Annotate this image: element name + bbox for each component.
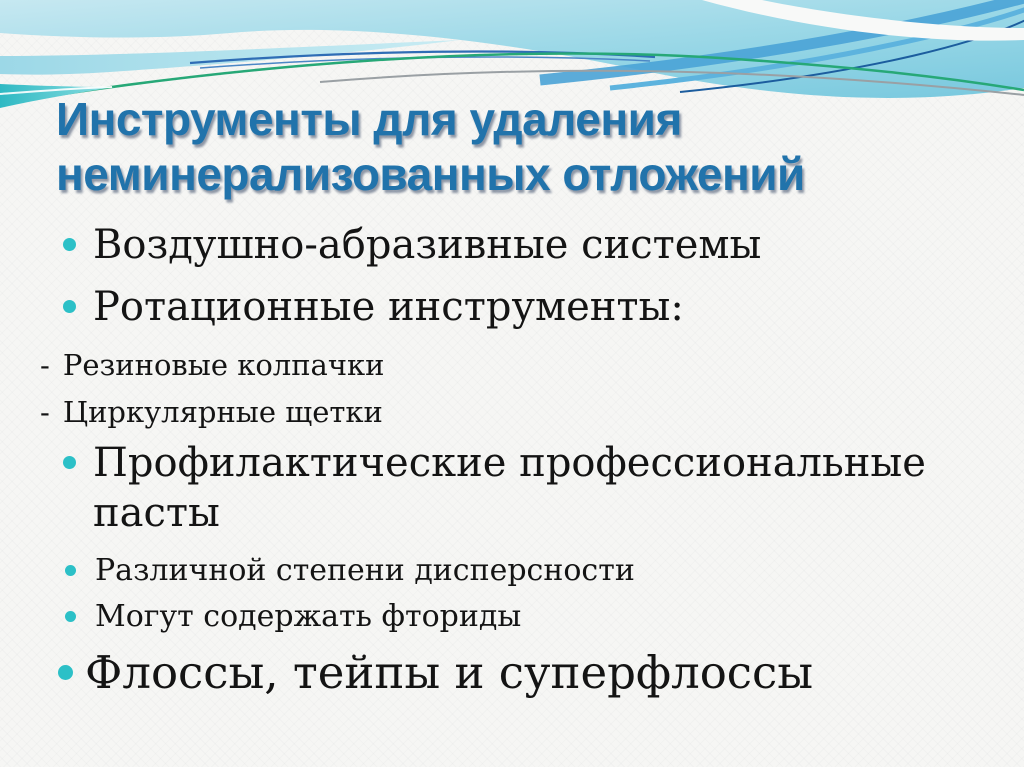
list-item-text: Ротационные инструменты: — [93, 284, 684, 330]
dash-marker: - — [40, 348, 50, 382]
list-item-text-line-1: Профилактические профессиональные — [93, 440, 926, 486]
slide-title-line-2: неминерализованных отложений — [56, 148, 805, 200]
slide-title-line-1: Инструменты для удаления — [56, 93, 682, 145]
bullet-dot-icon — [63, 238, 76, 251]
list-item — [40, 644, 984, 702]
wave-under-tail — [0, 40, 460, 75]
list-item-text: Могут содержать фториды — [95, 599, 522, 634]
bullet-dot-icon — [63, 456, 76, 469]
slide-title — [56, 92, 996, 202]
list-item-text: Резиновые колпачки — [62, 348, 385, 382]
list-item-text — [93, 438, 926, 538]
list-item — [40, 596, 984, 638]
bullet-dot-icon — [63, 300, 76, 313]
list-subitem — [40, 344, 984, 386]
bullet-list — [40, 220, 984, 702]
list-item — [40, 282, 984, 332]
bullet-dot-icon — [65, 565, 76, 576]
bullet-dot-icon — [65, 611, 76, 622]
list-item-text: Воздушно-абразивные системы — [93, 222, 762, 268]
list-item-text: Флоссы, тейпы и суперфлоссы — [85, 646, 814, 699]
list-item-text: Циркулярные щетки — [62, 395, 383, 429]
bullet-dot-icon — [58, 665, 73, 680]
list-item — [40, 550, 984, 592]
list-item-text: Различной степени дисперсности — [95, 553, 635, 588]
dash-marker: - — [40, 395, 50, 429]
list-item — [40, 220, 984, 270]
list-item — [40, 438, 984, 538]
list-subitem — [40, 391, 984, 433]
list-item-text-line-2: пасты — [93, 490, 220, 536]
